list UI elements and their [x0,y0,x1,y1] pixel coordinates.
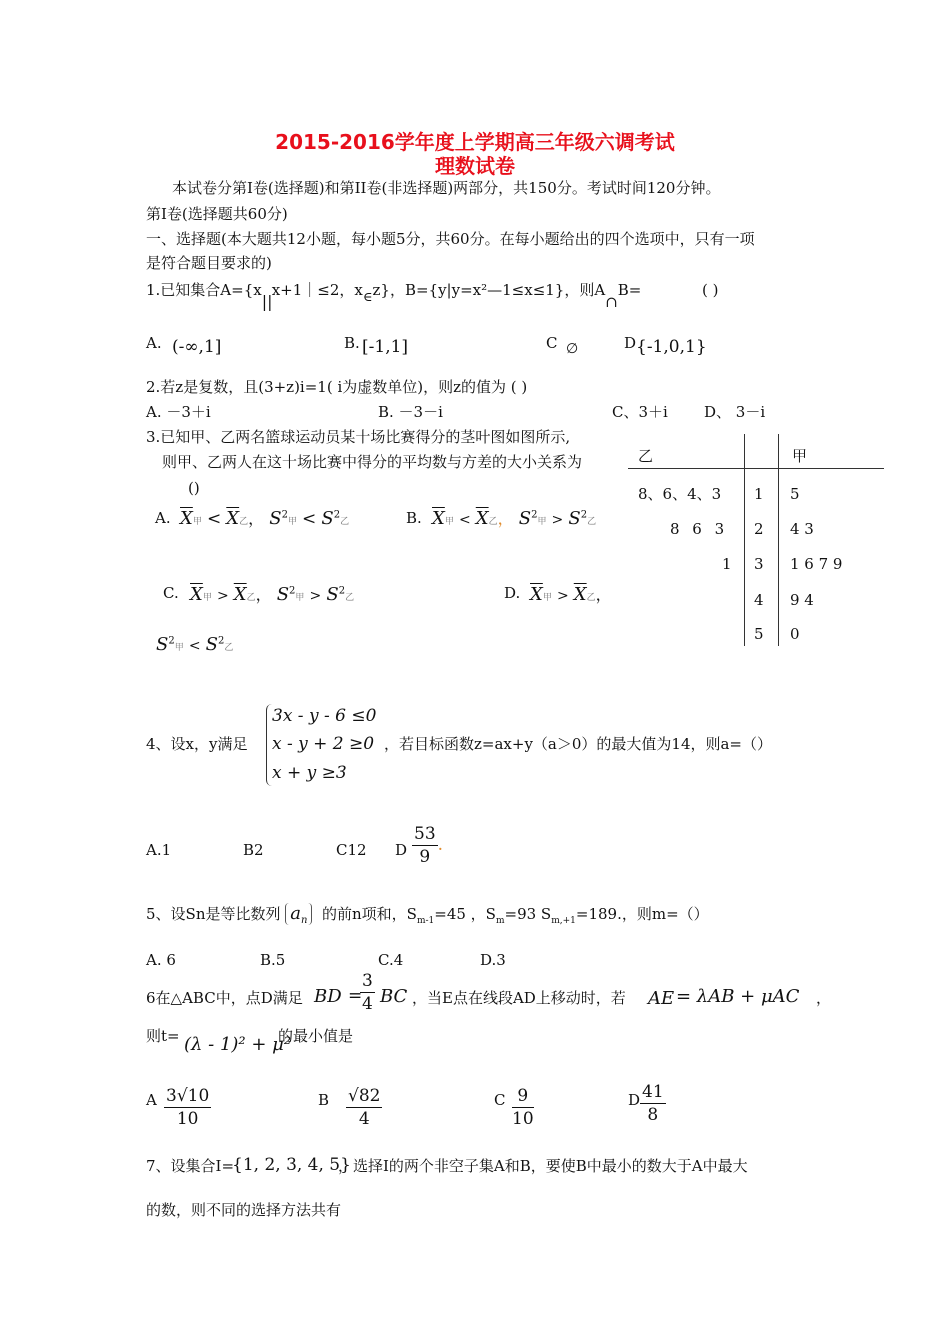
q3-paren: () [188,479,200,497]
q6-line2-a: 则t= [146,1027,180,1045]
q1-option-d-label: D [624,334,637,352]
element-of-symbol: ∈ [362,290,373,305]
q6-t-expression: (λ - 1)² + μ² [184,1034,292,1055]
q6-option-c-label: C [494,1091,506,1109]
section-heading-line1: 一、选择题(本大题共12小题，每小题5分，共60分。在每小题给出的四个选项中，只有一项 [146,230,755,248]
q1-option-a: (-∞,1] [172,337,222,357]
constraint-3: x + y ≥3 [272,763,347,783]
q5-option-a: A. 6 [146,951,176,969]
q6-comma: ， [816,989,832,1007]
q1-option-b: [-1,1] [362,337,409,357]
stemleaf-right-leaf: 1 6 7 9 [790,555,843,573]
stemleaf-left-leaf: 8 6 3 [670,520,725,538]
q1-option-c-label: C [546,334,558,352]
q2-option-b: B. －3－i [378,403,443,421]
abs-bar-symbol: || [261,292,273,311]
q3-stem-line2: 则甲、乙两人在这十场比赛中得分的平均数与方差的大小关系为 [162,453,583,471]
stemleaf-left-leaf: 8、6、4、3 [638,485,722,503]
stemleaf-stem: 5 [754,625,764,643]
q2-option-d: D、 3－i [704,403,766,421]
q6-option-c-fraction: $\frac{9}{10}$ [512,1086,534,1129]
q5-option-d: D.3 [480,951,506,969]
q3-option-a-label: A. [155,509,171,527]
vector-bc: BC [380,986,408,1007]
q2-stem: 2.若z是复数，且(3+z)i=1( i为虚数单位)，则z的值为 ( ) [146,378,528,396]
constraint-1: 3x - y - 6 ≤0 [272,706,377,726]
q1-option-d: {-1,0,1} [636,337,707,357]
stemleaf-right-leaf: 0 [790,625,800,643]
q3-option-d-label: D. [504,584,521,602]
q1-paren: ( ) [702,281,719,299]
q1-option-a-label: A. [146,334,162,352]
q6-option-a-label: A [146,1091,157,1109]
q7-stem-line2: 的数，则不同的选择方法共有 [146,1201,342,1219]
q6-equals: = [348,986,363,1006]
exam-subtitle: 理数试卷 [435,154,515,178]
q3-stem-line1: 3.已知甲、乙两名篮球运动员某十场比赛得分的茎叶图如图所示, [146,428,571,446]
q5-stem: 5、设Sn是等比数列 $a_n$ 的前n项和，$S_{m-1}=45$ ，$S_m=93$ $S_{m,+1}=189$.，则m=（） [146,903,709,926]
q6-option-d-label: D [628,1091,641,1109]
q4-option-c: C12 [336,841,367,859]
q3-option-a-expr: $\overline{X}$甲 < $\overline{X}$乙， $S^2$甲 < $S^2$乙 [180,508,350,529]
q4-stem-b: ，若目标函数z=ax+y（a＞0）的最大值为14，则a=（） [384,735,773,753]
q6-stem-b: ，当E点在线段AD上移动时，若 [412,989,626,1007]
q6-fraction: $\frac{3}{4}$ [362,971,373,1014]
stemleaf-stem: 3 [754,555,764,573]
q7-stem-a: 7、设集合I= [146,1157,235,1175]
vector-bd: BD [314,986,342,1007]
q2-option-c: C、3＋i [612,403,668,421]
stemleaf-left-leaf: 1 [722,555,732,573]
q6-option-b-fraction: $\frac{√82}{4}$ [348,1086,381,1129]
q1-stem: 1.已知集合A={x||x+1｜≤2，x∈z}，B={y|y=x²—1≤x≤1}，则A∩B= [146,281,642,311]
q3-option-c-label: C. [163,584,179,602]
less-than-symbol: < [206,509,222,529]
intro-text: 本试卷分第Ⅰ卷(选择题)和第II卷(非选择题)两部分，共150分。考试时间120分钟。 [172,179,721,197]
q4-option-a: A.1 [146,841,172,859]
q7-set: {1, 2, 3, 4, 5} [232,1155,351,1175]
q4-option-d-label: D [395,841,408,859]
q4-stem-a: 4、设x，y满足 [146,735,248,753]
header-divider [628,468,884,469]
section-heading-line2: 是符合题目要求的) [146,254,272,272]
q6-line2-b: 的最小值是 [278,1027,354,1045]
q6-stem-a: 6在△ABC中，点D满足 [146,989,303,1007]
q4-option-b: B2 [243,841,264,859]
q1-option-b-label: B. [344,334,360,352]
q4-option-d-fraction: $\frac{53}{9}$ . [414,824,444,867]
q6-option-b-label: B [318,1091,330,1109]
q6-option-d-fraction: $\frac{41}{8}$ [642,1082,664,1125]
q7-stem-b: ，选择I的两个非空子集A和B，要使B中最小的数大于A中最大 [338,1157,748,1175]
q3-option-c-expr: $\overline{X}$甲 > $\overline{X}$乙， $S^2$甲 > $S^2$乙 [190,584,355,605]
stem-divider-left [744,434,745,646]
intersection-symbol: ∩ [605,293,618,311]
q3-option-d-expr: $\overline{X}$甲 > $\overline{X}$乙， [530,584,612,605]
q3-option-b-expr: $\overline{X}$甲 < $\overline{X}$乙， $S^2$甲 > $S^2$乙 [432,508,597,529]
constraint-2: x - y + 2 ≥0 [272,734,375,754]
stemleaf-stem: 4 [754,591,764,609]
stemleaf-left-header: 乙 [638,447,654,465]
stemleaf-right-leaf: 4 3 [790,520,814,538]
q3-option-d-expr-line2: $S^2$甲 < $S^2$乙 [156,634,234,655]
stem-divider-right [778,434,779,646]
q6-vector-expr: = λAB + μAC [676,986,800,1007]
stemleaf-right-leaf: 5 [790,485,800,503]
part-heading: 第Ⅰ卷(选择题共60分) [146,205,288,223]
vector-ae: AE [648,988,675,1009]
q5-option-c: C.4 [378,951,404,969]
stemleaf-right-header: 甲 [792,447,808,465]
q5-option-b: B.5 [260,951,286,969]
exam-title: 2015-2016学年度上学期高三年级六调考试 [275,130,675,154]
sequence-braces: $a_n$ [285,903,312,925]
stemleaf-stem: 2 [754,520,764,538]
stemleaf-right-leaf: 9 4 [790,591,814,609]
q1-option-c: ∅ [566,341,579,357]
q3-option-b-label: B. [406,509,422,527]
q2-option-a: A. －3＋i [146,403,211,421]
stemleaf-stem: 1 [754,485,764,503]
q6-option-a-fraction: $\frac{3√10}{10}$ [166,1086,210,1129]
